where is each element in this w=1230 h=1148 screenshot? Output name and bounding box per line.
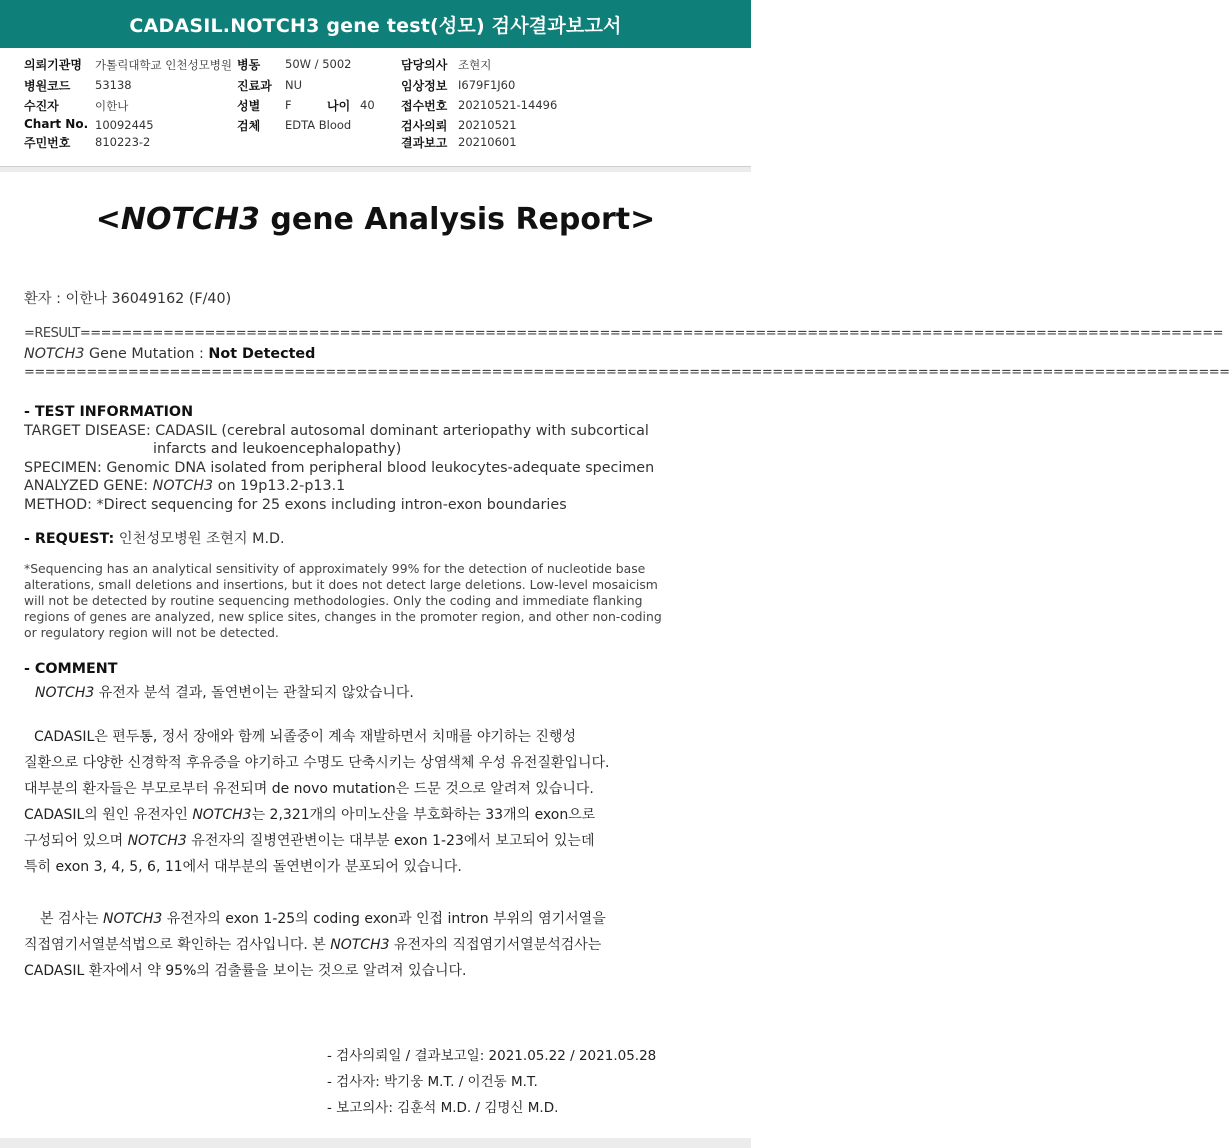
patient-line: 환자 : 이한나 36049162 (F/40) [24, 291, 232, 307]
note-line-4: regions of genes are analyzed, new splice sites, changes in the promoter region, and other non-coding [24, 609, 662, 624]
para2-l1-gene: NOTCH3 [103, 911, 163, 927]
comment-gene: NOTCH3 [35, 685, 95, 701]
para2-l1-b: 유전자의 exon 1-25의 coding exon과 인접 intron 부위의 염기서열을 [162, 911, 606, 927]
request-line [24, 528, 285, 548]
para2-l2-gene: NOTCH3 [330, 937, 390, 953]
result-line [24, 346, 315, 362]
para2-line-3: CADASIL 환자에서 약 95%의 검출률을 보이는 것으로 알려져 있습니다. [24, 963, 467, 979]
note-line-3: will not be detected by routine sequencing methodologies. Only the coding and immediate flanking [24, 593, 643, 608]
report-document [0, 172, 1230, 1138]
para1-line-4 [24, 804, 595, 824]
header-label-receipt-no: 접수번호 [401, 99, 448, 113]
result-text: Gene Mutation : [84, 346, 209, 362]
header-label-department: 진료과 [237, 79, 272, 93]
header-label-sex: 성별 [237, 99, 261, 113]
para1-l4-gene: NOTCH3 [192, 807, 252, 823]
target-disease-line2: infarcts and leukoencephalopathy) [153, 441, 402, 457]
header-value-department: NU [285, 78, 303, 92]
header-label-doctor: 담당의사 [401, 58, 448, 72]
para1-line-2: 질환으로 다양한 신경학적 후유증을 야기하고 수명도 단축시키는 상염색체 우성 유전질환입니다. [24, 755, 610, 771]
header-value-sex: F [285, 98, 292, 112]
para2-l2-b: 유전자의 직접염기서열분석검사는 [389, 937, 602, 953]
comment-first-text: 유전자 분석 결과, 돌연변이는 관찰되지 않았습니다. [94, 685, 414, 701]
header-label-report-date: 결과보고 [401, 136, 448, 150]
para2-l1-a: 본 검사는 [40, 911, 103, 927]
analyzed-gene-name: NOTCH3 [152, 478, 214, 494]
header-label-resident-no: 주민번호 [24, 136, 71, 150]
para1-line-5 [24, 830, 594, 850]
header-value-clinical-info: I679F1J60 [458, 78, 516, 92]
para1-l5-gene: NOTCH3 [127, 833, 187, 849]
note-line-5: or regulatory region will not be detected. [24, 625, 279, 640]
header-label-clinical-info: 임상정보 [401, 79, 448, 93]
report-title-bar [0, 0, 751, 48]
header-value-chart-no: 10092445 [95, 118, 154, 132]
analyzed-gene-line [24, 478, 345, 494]
header-value-doctor: 조현지 [458, 58, 492, 72]
para1-line-3: 대부분의 환자들은 부모로부터 유전되며 de novo mutation은 드문 것으로 알려져 있습니다. [24, 781, 594, 797]
signature-technicians: - 검사자: 박기웅 M.T. / 이건동 M.T. [327, 1074, 538, 1090]
test-info-heading: - TEST INFORMATION [24, 404, 194, 420]
signature-doctors: - 보고의사: 김훈석 M.D. / 김명신 M.D. [327, 1100, 559, 1116]
specimen-line: SPECIMEN: Genomic DNA isolated from peripheral blood leukocytes-adequate specimen [24, 460, 655, 476]
header-label-request-date: 검사의뢰 [401, 119, 448, 133]
header-label-ward: 병동 [237, 58, 261, 72]
header-value-report-date: 20210601 [458, 135, 517, 149]
header-value-ward: 50W / 5002 [285, 57, 352, 71]
signature-dates: - 검사의뢰일 / 결과보고일: 2021.05.22 / 2021.05.28 [327, 1048, 657, 1064]
report-title: CADASIL.NOTCH3 gene test(성모) 검사결과보고서 [129, 14, 622, 37]
analyzed-gene-prefix: ANALYZED GENE: [24, 478, 153, 494]
request-heading: - REQUEST: [24, 531, 115, 547]
header-value-resident-no: 810223-2 [95, 135, 151, 149]
result-gene: NOTCH3 [24, 346, 85, 362]
header-label-institution: 의뢰기관명 [24, 58, 82, 72]
method-line: METHOD: *Direct sequencing for 25 exons including intron-exon boundaries [24, 497, 567, 513]
para1-l5-a: 구성되어 있으며 [24, 833, 128, 849]
result-value: Not Detected [208, 346, 316, 362]
para1-line-6: 특히 exon 3, 4, 5, 6, 11에서 대부분의 돌연변이가 분포되어 있습니다. [24, 859, 462, 875]
header-label-chart-no: Chart No. [24, 117, 89, 131]
note-line-1: *Sequencing has an analytical sensitivity of approximately 99% for the detection of nucleotide base [24, 561, 646, 576]
header-value-institution: 가톨릭대학교 인천성모병원 [95, 58, 232, 72]
header-value-patient: 이한나 [95, 99, 129, 113]
target-disease-line1: TARGET DISEASE: CADASIL (cerebral autosomal dominant arteriopathy with subcortical [24, 423, 649, 439]
header-label-specimen: 검체 [237, 119, 261, 133]
para1-l4-a: CADASIL의 원인 유전자인 [24, 807, 193, 823]
bottom-band [0, 1138, 751, 1148]
comment-heading: - COMMENT [24, 661, 118, 677]
header-label-age: 나이 [327, 99, 351, 113]
request-value: 인천성모병원 조현지 M.D. [118, 531, 285, 547]
document-title [0, 202, 751, 237]
comment-first-line [35, 682, 414, 702]
note-line-2: alterations, small deletions and insertions, but it does not detect large deletions. Low-level mosaicism [24, 577, 658, 592]
header-label-hospital-code: 병원코드 [24, 79, 71, 93]
patient-info-header [0, 48, 751, 167]
result-label: =RESULT [24, 326, 80, 341]
header-value-request-date: 20210521 [458, 118, 517, 132]
para1-l5-b: 유전자의 질병연관변이는 대부분 exon 1-23에서 보고되어 있는데 [186, 833, 595, 849]
para2-line-2 [24, 934, 601, 954]
title-prefix: < [95, 202, 121, 237]
header-value-receipt-no: 20210521-14496 [458, 98, 558, 112]
header-value-hospital-code: 53138 [95, 78, 132, 92]
result-rule-top: =RESULT============================================================================================================== [24, 326, 1223, 341]
result-rule-bottom: ==================================================================================================================== [24, 365, 1230, 380]
header-value-age: 40 [360, 98, 375, 112]
para1-line-1: CADASIL은 편두통, 정서 장애와 함께 뇌졸중이 계속 재발하면서 치매를 야기하는 진행성 [34, 729, 576, 745]
para1-l4-b: 는 2,321개의 아미노산을 부호화하는 33개의 exon으로 [251, 807, 596, 823]
title-rest: gene Analysis Report> [259, 202, 656, 237]
analyzed-gene-suffix: on 19p13.2-p13.1 [213, 478, 346, 494]
para2-l2-a: 직접염기서열분석법으로 확인하는 검사입니다. 본 [24, 937, 331, 953]
header-value-specimen: EDTA Blood [285, 118, 352, 132]
para2-line-1 [40, 908, 606, 928]
title-gene: NOTCH3 [120, 202, 260, 237]
header-label-patient: 수진자 [24, 99, 59, 113]
